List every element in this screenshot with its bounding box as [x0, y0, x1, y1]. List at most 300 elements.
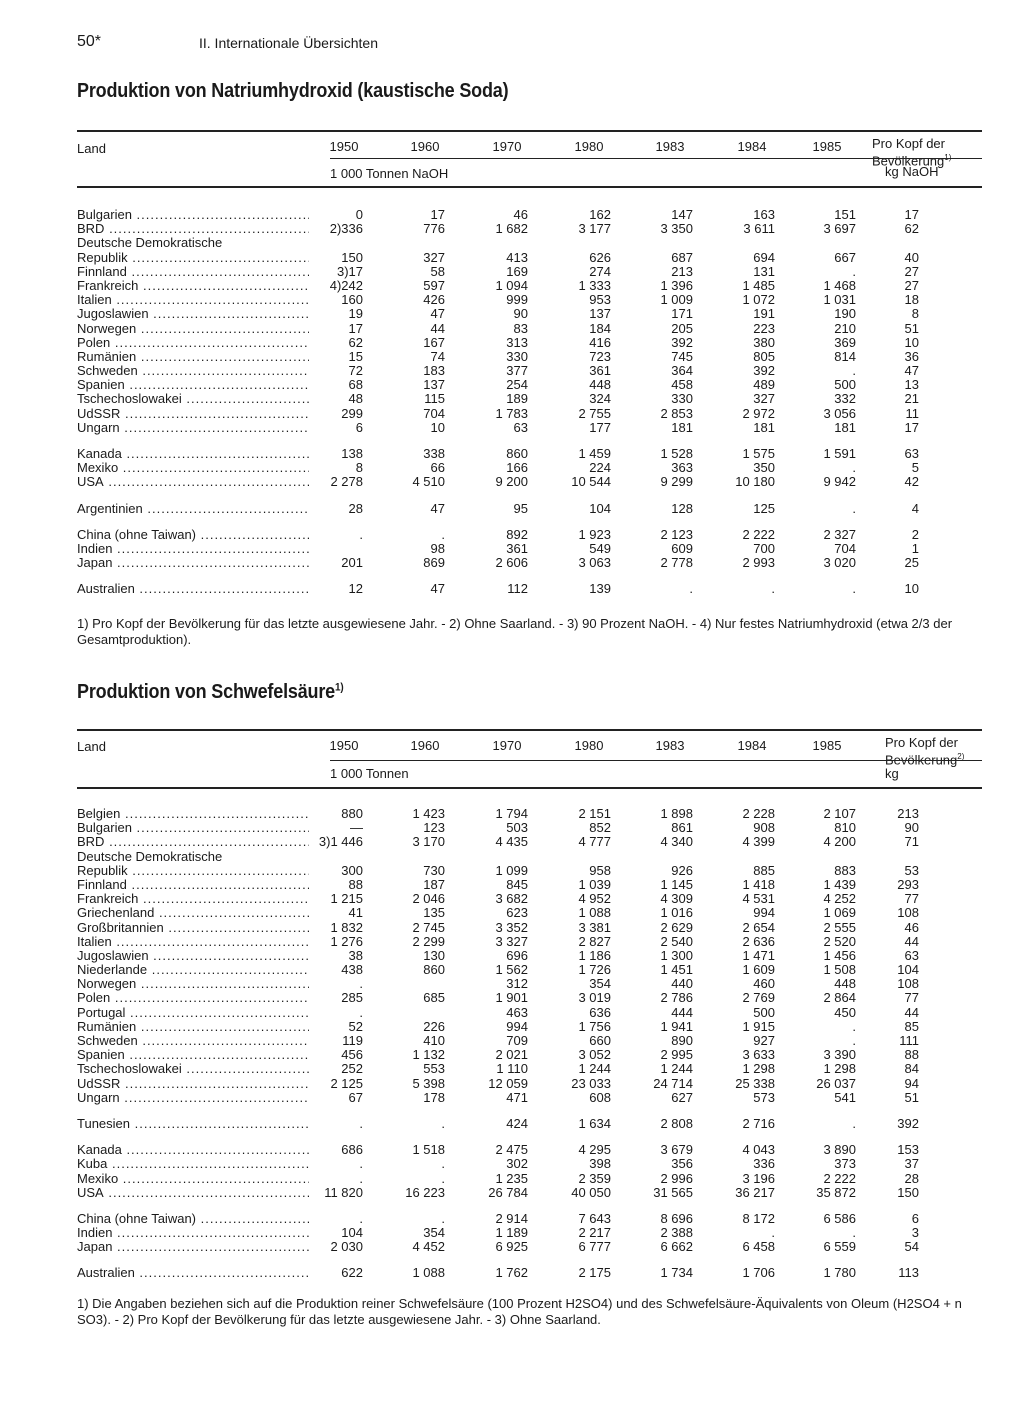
value-cell: 350: [753, 460, 775, 476]
table-row: [77, 364, 982, 378]
value-cell: 2 175: [578, 1265, 611, 1281]
value-cell: 47: [430, 581, 445, 597]
value-cell: 51: [904, 320, 919, 336]
value-cell: 704: [834, 540, 856, 556]
value-cell: 313: [506, 334, 528, 350]
value-cell: 213: [671, 263, 693, 279]
country-cell: China (ohne Taiwan) .....: [77, 1212, 309, 1226]
value-cell: 363: [671, 460, 693, 476]
value-cell: 125: [753, 500, 775, 516]
value-cell: 994: [753, 905, 775, 921]
table-row: [77, 421, 982, 435]
table1-header-year: 1950: [329, 139, 359, 154]
value-cell: 2)336: [329, 221, 363, 237]
value-cell: 150: [897, 1184, 919, 1200]
table-row: [77, 293, 982, 307]
value-cell: 4 531: [742, 891, 775, 907]
value-cell: 1 756: [578, 1018, 611, 1034]
value-cell: 274: [589, 263, 611, 279]
value-cell: 6 559: [823, 1239, 856, 1255]
country-cell: Australien .....: [77, 582, 309, 596]
value-cell: 1 099: [495, 862, 528, 878]
value-cell: 361: [506, 540, 528, 556]
value-cell: 299: [341, 405, 363, 421]
value-cell: 181: [671, 419, 693, 435]
country-cell: Niederlande .....: [77, 963, 309, 977]
value-cell: 163: [753, 207, 775, 222]
value-cell: 687: [671, 249, 693, 265]
value-cell: 330: [671, 391, 693, 407]
value-cell: 549: [589, 540, 611, 556]
table-row: [77, 821, 982, 835]
table1-body: [77, 208, 982, 597]
table2-header-subrule: [330, 760, 878, 761]
value-cell: 440: [671, 976, 693, 992]
country-cell: Deutsche Demokratische: [77, 236, 223, 251]
value-cell: .: [359, 1004, 363, 1020]
value-cell: .: [441, 1156, 445, 1172]
value-cell: 36 217: [735, 1184, 775, 1200]
country-cell: Finnland .....: [77, 878, 309, 892]
value-cell: 336: [753, 1156, 775, 1172]
value-cell: .: [359, 1156, 363, 1172]
value-cell: 1 901: [495, 990, 528, 1006]
value-cell: 2 359: [578, 1170, 611, 1186]
table-row: [77, 336, 982, 350]
table-row: [77, 236, 982, 250]
value-cell: 2 808: [660, 1115, 693, 1131]
value-cell: 17: [348, 320, 363, 336]
value-cell: 2 327: [823, 526, 856, 542]
value-cell: 890: [671, 1033, 693, 1048]
value-cell: 224: [589, 460, 611, 476]
value-cell: 181: [753, 419, 775, 435]
value-cell: 1: [911, 540, 919, 556]
value-cell: 1 923: [578, 526, 611, 542]
per-capita-line2: Bevölkerung: [885, 752, 958, 768]
value-cell: 8: [911, 306, 919, 322]
value-cell: 1 145: [660, 876, 693, 892]
value-cell: 201: [341, 555, 363, 571]
table2-header-year: 1980: [574, 738, 604, 753]
value-cell: 6 777: [578, 1239, 611, 1255]
value-cell: 332: [834, 391, 856, 407]
value-cell: 137: [589, 306, 611, 322]
table-row: [77, 991, 982, 1005]
value-cell: 44: [904, 933, 919, 949]
value-cell: .: [441, 1115, 445, 1131]
value-cell: .: [852, 500, 856, 516]
country-cell: Mexiko .....: [77, 1172, 309, 1186]
value-cell: 463: [506, 1004, 528, 1020]
table-row: [77, 1240, 982, 1254]
country-cell: Polen .....: [77, 991, 309, 1005]
value-cell: 3 327: [495, 933, 528, 949]
value-cell: 730: [423, 862, 445, 878]
value-cell: 10: [904, 334, 919, 350]
value-cell: 108: [897, 905, 919, 921]
value-cell: 1 235: [495, 1170, 528, 1186]
value-cell: 541: [834, 1089, 856, 1105]
value-cell: 6 662: [660, 1239, 693, 1255]
value-cell: 3 697: [823, 221, 856, 237]
value-cell: 10: [430, 419, 445, 435]
value-cell: 416: [589, 334, 611, 350]
value-cell: 138: [341, 446, 363, 461]
value-cell: 104: [589, 500, 611, 516]
country-cell: Griechenland .....: [77, 906, 309, 920]
value-cell: 183: [423, 363, 445, 379]
table-row: [77, 1077, 982, 1091]
value-cell: 3 196: [742, 1170, 775, 1186]
value-cell: 17: [904, 207, 919, 222]
table-row: [77, 475, 982, 489]
value-cell: 67: [348, 1089, 363, 1105]
group-spacer: [77, 516, 982, 528]
group-spacer: [77, 490, 982, 502]
value-cell: 6 586: [823, 1210, 856, 1226]
value-cell: 2 555: [823, 919, 856, 935]
value-cell: 137: [423, 377, 445, 393]
value-cell: 685: [423, 990, 445, 1006]
value-cell: 5: [911, 460, 919, 476]
value-cell: 1 396: [660, 277, 693, 293]
value-cell: 223: [753, 320, 775, 336]
value-cell: 90: [513, 306, 528, 322]
value-cell: .: [852, 263, 856, 279]
value-cell: 3 682: [495, 891, 528, 907]
value-cell: 696: [506, 947, 528, 963]
value-cell: 2 046: [412, 891, 445, 907]
value-cell: 1 333: [578, 277, 611, 293]
value-cell: 1 300: [660, 947, 693, 963]
table1-footnote: 1) Pro Kopf der Bevölkerung für das letzte ausgewiesene Jahr. - 2) Ohne Saarland. - 3) 90 Prozent NaOH. - 4) Nur festes Natriumhydroxid (etwa 2/3 der Gesamtproduktion).: [77, 616, 953, 647]
value-cell: .: [852, 460, 856, 476]
value-cell: 1 468: [823, 277, 856, 293]
table-row: [77, 350, 982, 364]
value-cell: 2 228: [742, 806, 775, 821]
value-cell: 1 780: [823, 1265, 856, 1281]
table2-title-footnote-ref: 1): [335, 681, 344, 694]
value-cell: 810: [834, 820, 856, 836]
value-cell: 4 777: [578, 834, 611, 850]
value-cell: 4)242: [329, 277, 363, 293]
value-cell: 958: [589, 862, 611, 878]
value-cell: 28: [904, 1170, 919, 1186]
value-cell: 17: [430, 207, 445, 222]
value-cell: 95: [513, 500, 528, 516]
value-cell: 10: [904, 581, 919, 597]
table-row: [77, 322, 982, 336]
value-cell: 11: [905, 405, 919, 421]
table-row: [77, 528, 982, 542]
value-cell: 62: [348, 334, 363, 350]
value-cell: 31 565: [653, 1184, 693, 1200]
table2-top-rule: [77, 729, 982, 731]
value-cell: 10 544: [571, 474, 611, 490]
value-cell: 184: [589, 320, 611, 336]
value-cell: 4 295: [578, 1142, 611, 1158]
value-cell: 999: [506, 292, 528, 308]
value-cell: 26 784: [488, 1184, 528, 1200]
country-cell: Australien .....: [77, 1266, 309, 1280]
value-cell: 2 606: [495, 555, 528, 571]
value-cell: 880: [341, 806, 363, 821]
value-cell: 3 177: [578, 221, 611, 237]
value-cell: 1 451: [660, 962, 693, 978]
value-cell: 324: [589, 391, 611, 407]
table2-footnote: 1) Die Angaben beziehen sich auf die Produktion reiner Schwefelsäure (100 Prozent H2SO4) und des Schwefelsäure-Äquivalents von Oleum (H2SO4 + n SO3). - 2) Pro Kopf der Bevölkerung für das letzte ausgewiesene Jahr. - 3) Ohne Saarland.: [77, 1296, 962, 1327]
value-cell: 178: [423, 1089, 445, 1105]
value-cell: 6: [355, 419, 363, 435]
value-cell: 2 123: [660, 526, 693, 542]
value-cell: 98: [430, 540, 445, 556]
value-cell: 1 069: [823, 905, 856, 921]
per-capita-line2: Bevölkerung: [872, 153, 945, 169]
table-row: [77, 935, 982, 949]
value-cell: 190: [834, 306, 856, 322]
value-cell: 424: [506, 1115, 528, 1131]
table2-header-year: 1950: [329, 738, 359, 753]
value-cell: 28: [348, 500, 363, 516]
group-spacer: [77, 1105, 982, 1117]
value-cell: .: [441, 1210, 445, 1226]
value-cell: 373: [834, 1156, 856, 1172]
value-cell: 3)17: [336, 263, 363, 279]
table-row: [77, 392, 982, 406]
country-cell: Deutsche Demokratische: [77, 849, 223, 864]
value-cell: 40: [904, 249, 919, 265]
value-cell: 8 172: [742, 1210, 775, 1226]
table-row: [77, 1266, 982, 1280]
table1-header-year: 1980: [574, 139, 604, 154]
value-cell: 4 043: [742, 1142, 775, 1158]
value-cell: 609: [671, 540, 693, 556]
value-cell: 392: [671, 334, 693, 350]
value-cell: 2 629: [660, 919, 693, 935]
value-cell: 252: [341, 1061, 363, 1077]
value-cell: 471: [506, 1089, 528, 1105]
value-cell: 489: [753, 377, 775, 393]
value-cell: 2 755: [578, 405, 611, 421]
country-cell: Italien .....: [77, 935, 309, 949]
value-cell: .: [689, 581, 693, 597]
value-cell: 139: [589, 581, 611, 597]
country-cell: Kuba .....: [77, 1157, 309, 1171]
table1-title-text: Produktion von Natriumhydroxid (kaustische Soda): [77, 80, 509, 102]
value-cell: 9 942: [823, 474, 856, 490]
table1-header-year: 1984: [737, 139, 767, 154]
country-cell: Tunesien .....: [77, 1117, 309, 1131]
value-cell: 210: [834, 320, 856, 336]
value-cell: 0: [355, 207, 363, 222]
country-cell: Polen .....: [77, 336, 309, 350]
table2-header-year: 1985: [812, 738, 842, 753]
value-cell: 1 734: [660, 1265, 693, 1281]
country-cell: Kanada .....: [77, 1143, 309, 1157]
value-cell: 398: [589, 1156, 611, 1172]
value-cell: 7 643: [578, 1210, 611, 1226]
value-cell: 8 696: [660, 1210, 693, 1226]
value-cell: .: [359, 1115, 363, 1131]
value-cell: 2 636: [742, 933, 775, 949]
value-cell: 5 398: [412, 1075, 445, 1091]
country-cell: Republik .....: [77, 864, 309, 878]
value-cell: 1 609: [742, 962, 775, 978]
value-cell: .: [852, 1018, 856, 1034]
value-cell: 6 458: [742, 1239, 775, 1255]
value-cell: 1 762: [495, 1265, 528, 1281]
value-cell: 40 050: [571, 1184, 611, 1200]
value-cell: 503: [506, 820, 528, 836]
value-cell: 53: [904, 862, 919, 878]
page-section-title: II. Internationale Übersichten: [199, 35, 378, 51]
value-cell: 3 352: [495, 919, 528, 935]
value-cell: 3 633: [742, 1047, 775, 1063]
value-cell: 3 019: [578, 990, 611, 1006]
value-cell: 926: [671, 862, 693, 878]
value-cell: 8: [355, 460, 363, 476]
table-row: [77, 542, 982, 556]
table-row: [77, 307, 982, 321]
value-cell: —: [350, 820, 363, 836]
country-cell: BRD .....: [77, 835, 309, 849]
value-cell: 4 340: [660, 834, 693, 850]
table2-header-year: 1984: [737, 738, 767, 753]
value-cell: 130: [423, 947, 445, 963]
value-cell: 123: [423, 820, 445, 836]
value-cell: .: [852, 581, 856, 597]
value-cell: 1 072: [742, 292, 775, 308]
value-cell: 1 423: [412, 806, 445, 821]
value-cell: 37: [904, 1156, 919, 1172]
value-cell: 860: [506, 446, 528, 461]
country-cell: UdSSR .....: [77, 407, 309, 421]
value-cell: .: [852, 1225, 856, 1241]
value-cell: 338: [423, 446, 445, 461]
value-cell: 2 222: [742, 526, 775, 542]
value-cell: 2 217: [578, 1225, 611, 1241]
value-cell: 3 063: [578, 555, 611, 571]
country-cell: Republik .....: [77, 251, 309, 265]
country-cell: Frankreich .....: [77, 892, 309, 906]
table-row: [77, 1091, 982, 1105]
table1-header-year: 1983: [655, 139, 685, 154]
value-cell: 1 485: [742, 277, 775, 293]
value-cell: 426: [423, 292, 445, 308]
table-row: [77, 850, 982, 864]
country-cell: Jugoslawien .....: [77, 307, 309, 321]
value-cell: 147: [671, 207, 693, 222]
value-cell: 608: [589, 1089, 611, 1105]
table-row: [77, 835, 982, 849]
value-cell: 805: [753, 348, 775, 364]
country-cell: USA .....: [77, 1186, 309, 1200]
value-cell: 153: [897, 1142, 919, 1158]
value-cell: 6: [911, 1210, 919, 1226]
country-cell: Frankreich .....: [77, 279, 309, 293]
value-cell: 1 794: [495, 806, 528, 821]
value-cell: 9 200: [495, 474, 528, 490]
value-cell: 27: [904, 263, 919, 279]
value-cell: 135: [423, 905, 445, 921]
table2-header-year: 1970: [492, 738, 522, 753]
value-cell: 2 745: [412, 919, 445, 935]
value-cell: 448: [834, 976, 856, 992]
table2-body: [77, 807, 982, 1281]
table-row: [77, 878, 982, 892]
value-cell: 35 872: [816, 1184, 856, 1200]
value-cell: 24 714: [653, 1075, 693, 1091]
value-cell: 2 864: [823, 990, 856, 1006]
value-cell: 1 215: [330, 891, 363, 907]
value-cell: 852: [589, 820, 611, 836]
value-cell: 908: [753, 820, 775, 836]
value-cell: 3 890: [823, 1142, 856, 1158]
value-cell: 68: [348, 377, 363, 393]
value-cell: 1 682: [495, 221, 528, 237]
table2-header-per-capita: [885, 737, 964, 766]
table-row: [77, 963, 982, 977]
value-cell: 450: [834, 1004, 856, 1020]
value-cell: 171: [671, 306, 693, 322]
value-cell: 413: [506, 249, 528, 265]
country-cell: Bulgarien .....: [77, 821, 309, 835]
table-row: [77, 208, 982, 222]
value-cell: 1 009: [660, 292, 693, 308]
table-row: [77, 1062, 982, 1076]
value-cell: 10 180: [735, 474, 775, 490]
value-cell: 4 952: [578, 891, 611, 907]
table-row: [77, 502, 982, 516]
value-cell: 23 033: [571, 1075, 611, 1091]
value-cell: 1 016: [660, 905, 693, 921]
value-cell: 47: [430, 306, 445, 322]
value-cell: 72: [348, 363, 363, 379]
country-cell: Finnland .....: [77, 265, 309, 279]
value-cell: 667: [834, 249, 856, 265]
table-row: [77, 556, 982, 570]
value-cell: 1 471: [742, 947, 775, 963]
value-cell: 115: [424, 391, 445, 407]
value-cell: 52: [348, 1018, 363, 1034]
value-cell: 166: [506, 460, 528, 476]
country-cell: Tschechoslowakei .....: [77, 392, 309, 406]
value-cell: 83: [513, 320, 528, 336]
country-cell: Jugoslawien .....: [77, 949, 309, 963]
value-cell: 704: [423, 405, 445, 421]
value-cell: 361: [589, 363, 611, 379]
country-cell: Rumänien .....: [77, 350, 309, 364]
value-cell: 1 276: [330, 933, 363, 949]
value-cell: 151: [834, 207, 856, 222]
value-cell: 94: [904, 1075, 919, 1091]
table-row: [77, 1034, 982, 1048]
value-cell: 3 056: [823, 405, 856, 421]
value-cell: 1 189: [495, 1225, 528, 1241]
country-cell: China (ohne Taiwan) .....: [77, 528, 309, 542]
country-cell: Rumänien .....: [77, 1020, 309, 1034]
value-cell: 994: [506, 1018, 528, 1034]
country-cell: Mexiko .....: [77, 461, 309, 475]
value-cell: 177: [589, 419, 611, 435]
table2-header-year: 1983: [655, 738, 685, 753]
value-cell: 626: [589, 249, 611, 265]
value-cell: 85: [904, 1018, 919, 1034]
value-cell: 74: [430, 348, 445, 364]
value-cell: .: [359, 526, 363, 542]
value-cell: 1 528: [660, 446, 693, 461]
